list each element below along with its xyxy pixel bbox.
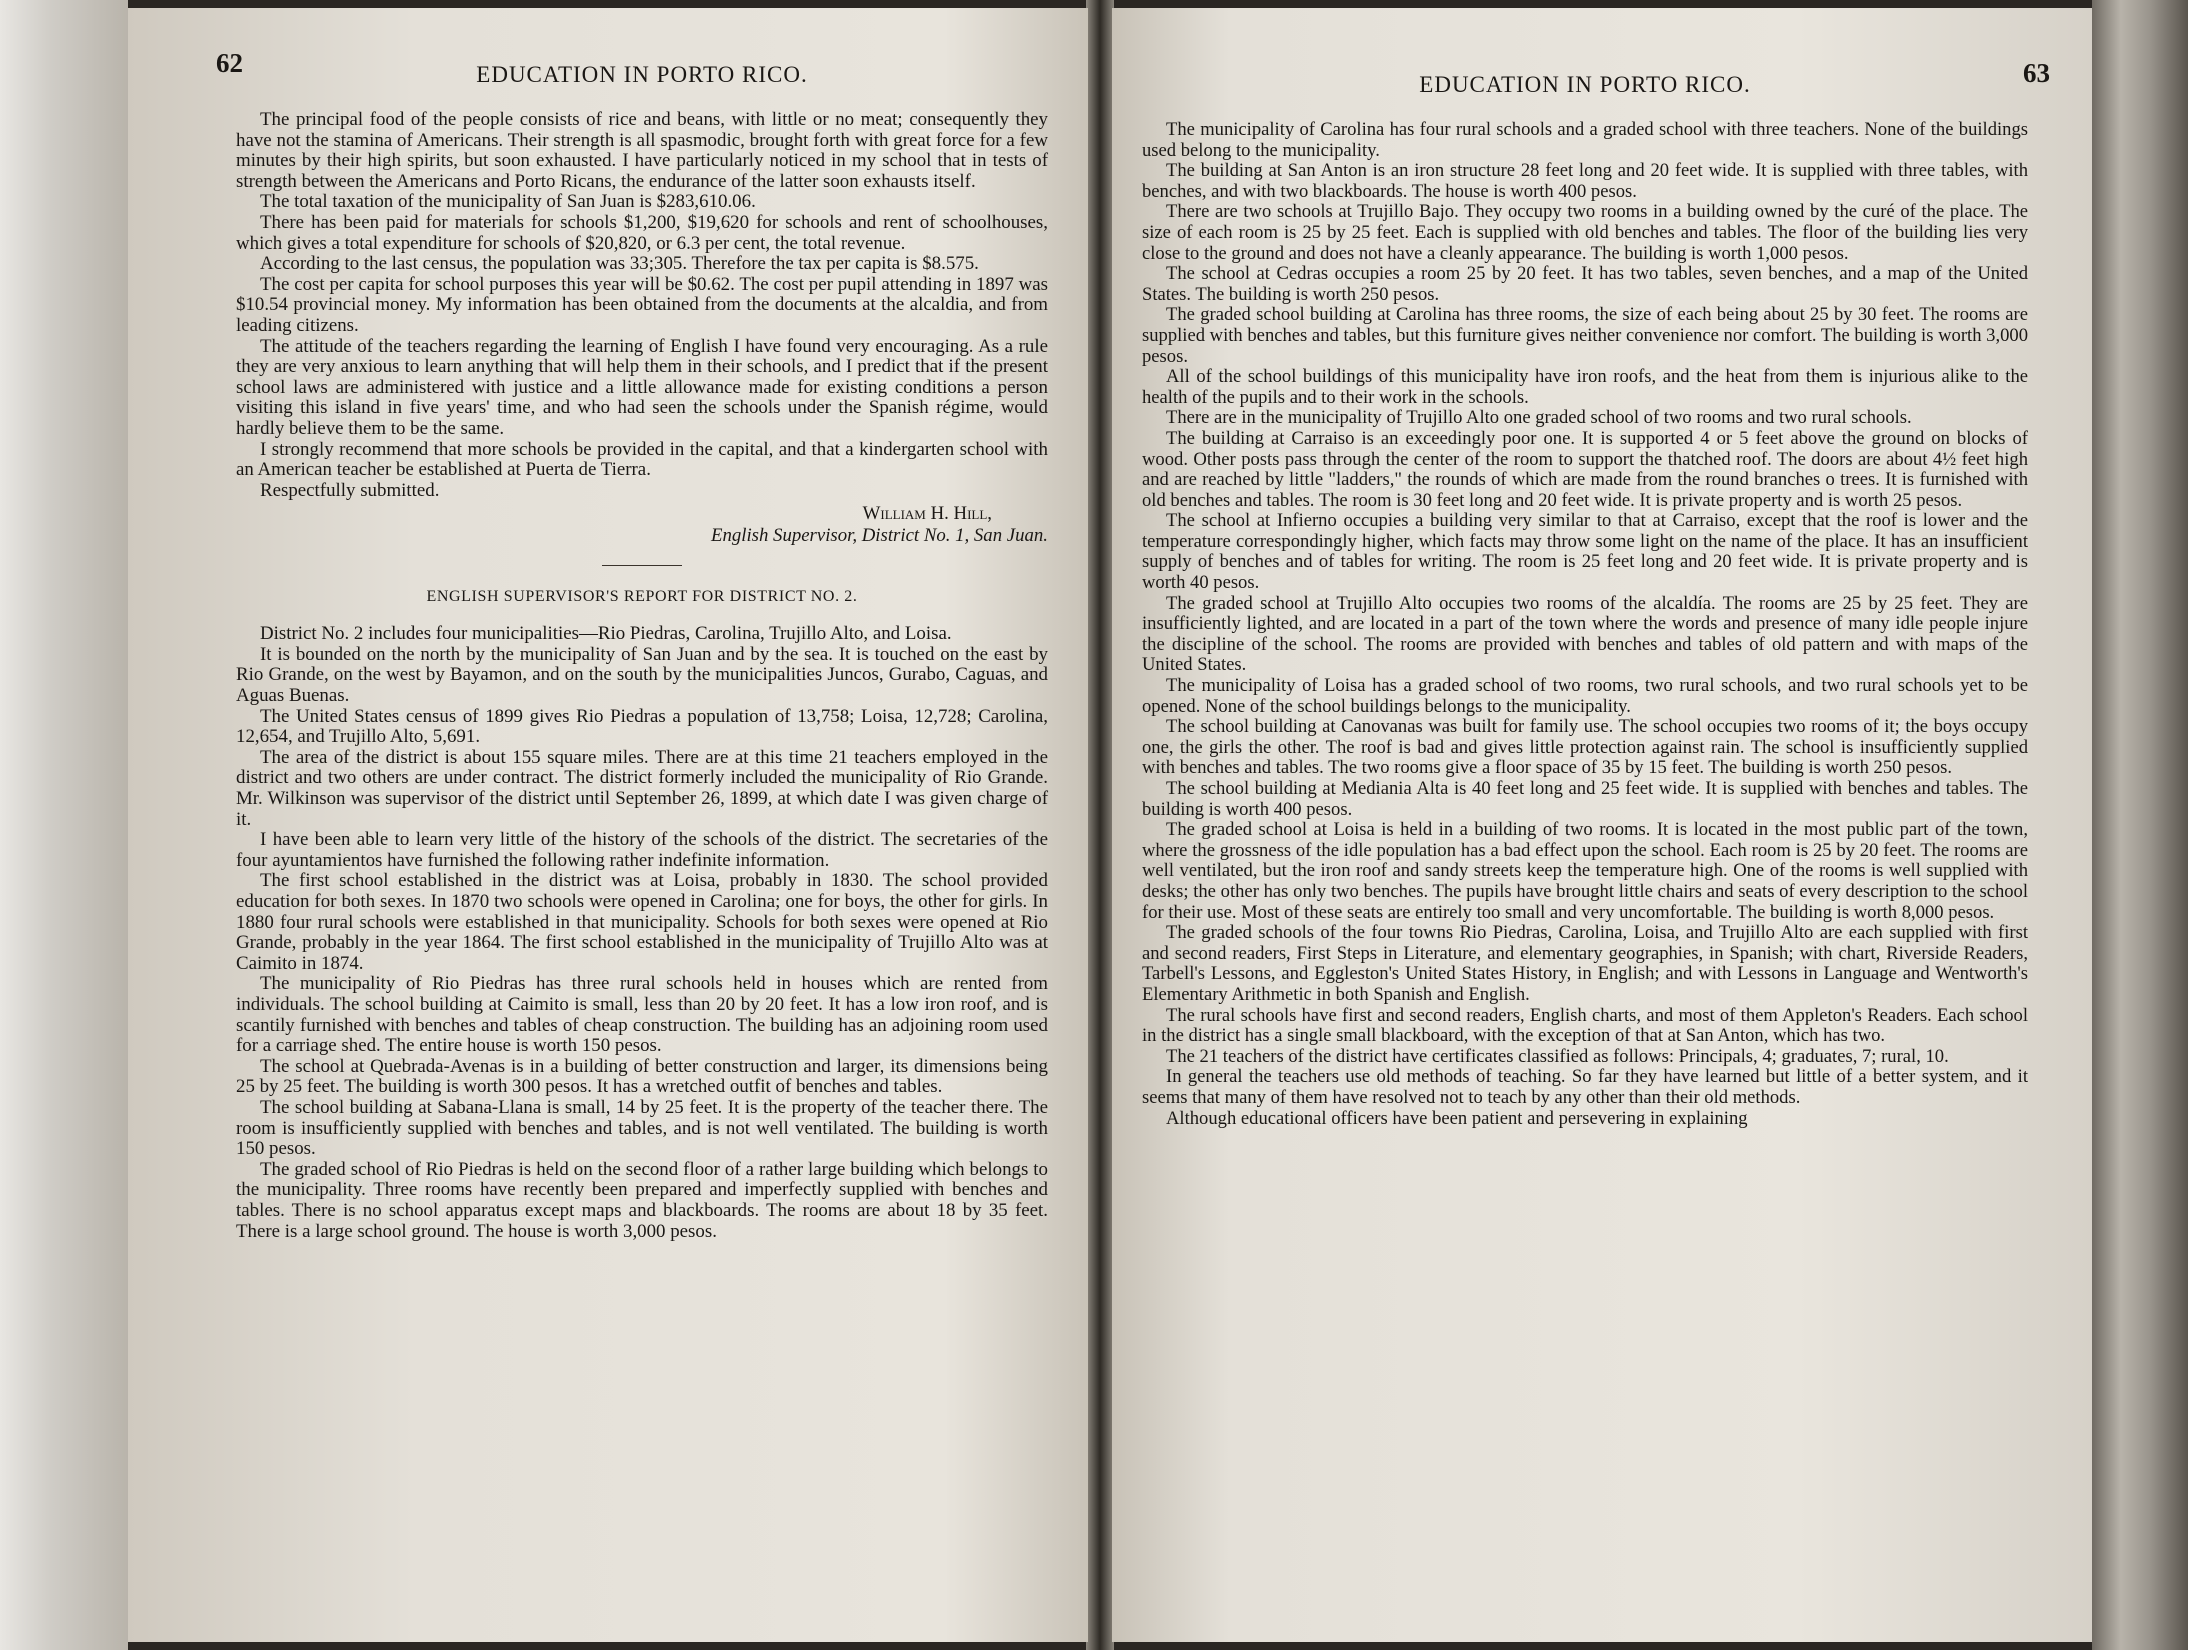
paragraph: The building at Carraiso is an exceedingly poor one. It is supported 4 or 5 feet above the ground on blocks of wood. Other posts pass through the center of the room to support the thatched roof. The doors are about 4½ feet high and are reached by little "ladders," the rounds of which are made from the round branches o trees. It is furnished with old benches and tables. The room is 30 feet long and 20 feet wide. It is private property and is worth 25 pesos. bbox=[1142, 427, 2028, 511]
paragraph: There are in the municipality of Trujillo Alto one graded school of two rooms and two rural schools. bbox=[1166, 407, 1912, 429]
paragraph: The graded school at Trujillo Alto occupies two rooms of the alcaldía. The rooms are 25 by 25 feet. They are insufficiently lighted, and are located in a part of the town where the words and presence of many idle people injure the discipline of the school. The rooms are provided with benches and tables of old pattern and with maps of the United States. bbox=[1142, 592, 2028, 676]
paragraph: I strongly recommend that more schools be provided in the capital, and that a kindergarten school with an American teacher be established at Puerta de Tierra. bbox=[236, 438, 1048, 481]
left-page-number: 62 bbox=[216, 48, 243, 78]
paragraph: According to the last census, the population was 33;305. Therefore the tax per capita is $8.575. bbox=[260, 253, 979, 275]
paragraph: The graded school of Rio Piedras is held on the second floor of a rather large building which belongs to the municipality. Three rooms have recently been prepared and imperfectly supplied with benches and tables. There is no school apparatus except maps and blackboards. The rooms are about 18 by 35 feet. There is a large school ground. The house is worth 3,000 pesos. bbox=[236, 1158, 1048, 1242]
paragraph: The school at Infierno occupies a building very similar to that at Carraiso, except that the roof is lower and the temperature correspondingly higher, which facts may throw some light on the name of the place. It has an insufficient supply of benches and of tables for writing. The room is 25 feet long and 20 feet wide. It is private property and is worth 40 pesos. bbox=[1142, 510, 2028, 594]
paragraph: Although educational officers have been patient and persevering in explaining bbox=[1166, 1107, 1748, 1129]
signature-block bbox=[236, 503, 1048, 547]
right-page-number: 63 bbox=[2023, 58, 2050, 88]
right-page-edges bbox=[2092, 0, 2188, 1650]
paragraph: There has been paid for materials for schools $1,200, $19,620 for schools and rent of schoolhouses, which gives a total expenditure for schools of $20,820, or 6.3 per cent, the total revenue. bbox=[236, 211, 1048, 254]
left-top-text bbox=[236, 110, 1048, 501]
left-page-edges bbox=[0, 0, 128, 1650]
section-divider bbox=[602, 565, 682, 566]
paragraph: The graded school at Loisa is held in a building of two rooms. It is located in the most public part of the town, where the grossness of the idle population has a bad effect upon the school. Each room is 25 by 20 feet. The rooms are well ventilated, but the iron roof and sandy streets keep the temperature high. One of the rooms is well supplied with desks; the other has only two benches. The pupils have brought little chairs and seats of every description to the school for their use. Most of these seats are entirely too small and very uncomfortable. The building is worth 8,000 pesos. bbox=[1142, 819, 2028, 923]
paragraph: The municipality of Carolina has four rural schools and a graded school with three teachers. None of the buildings used belong to the municipality. bbox=[1142, 119, 2028, 161]
left-bottom-text bbox=[236, 624, 1048, 1242]
paragraph: The building at San Anton is an iron structure 28 feet long and 20 feet wide. It is supplied with three tables, with benches, and with two blackboards. The house is worth 400 pesos. bbox=[1142, 160, 2028, 202]
paragraph: The 21 teachers of the district have certificates classified as follows: Principals, 4; graduates, 7; rural, 10. bbox=[1166, 1045, 1949, 1067]
left-running-title: EDUCATION IN PORTO RICO. bbox=[476, 62, 808, 87]
paragraph: In general the teachers use old methods of teaching. So far they have learned but little of a better system, and it seems that many of them have resolved not to teach by any other than their old methods. bbox=[1142, 1066, 2028, 1108]
paragraph: The school at Quebrada-Avenas is in a building of better construction and larger, its dimensions being 25 by 25 feet. The building is worth 300 pesos. It has a wretched outfit of benches and tables. bbox=[236, 1055, 1048, 1098]
paragraph: The principal food of the people consists of rice and beans, with little or no meat; consequently they have not the stamina of Americans. Their strength is all spasmodic, brought forth with great force for a few minutes by their high spirits, but soon exhausted. I have particularly noticed in my school that in tests of strength between the Americans and Porto Ricans, the endurance of the latter soon exhausts itself. bbox=[236, 109, 1048, 192]
paragraph: The area of the district is about 155 square miles. There are at this time 21 teachers employed in the district and two others are under contract. The district formerly included the municipality of Rio Grande. Mr. Wilkinson was supervisor of the district until September 26, 1899, at which date I was given charge of it. bbox=[236, 746, 1048, 830]
paragraph: The school building at Mediania Alta is 40 feet long and 25 feet wide. It is supplied with benches and tables. The building is worth 400 pesos. bbox=[1142, 778, 2028, 820]
paragraph: The rural schools have first and second readers, English charts, and most of them Appleton's Readers. Each school in the district has a single small blackboard, with the exception of that at San Anton, which has two. bbox=[1142, 1004, 2028, 1047]
paragraph: The graded school building at Carolina has three rooms, the size of each being about 25 by 30 feet. The rooms are supplied with benches and tables, but this furniture gives neither convenience nor comfort. The building is worth 3,000 pesos. bbox=[1142, 304, 2028, 367]
paragraph: The United States census of 1899 gives Rio Piedras a population of 13,758; Loisa, 12,728; Carolina, 12,654, and Trujillo Alto, 5,691. bbox=[236, 705, 1048, 748]
right-running-head bbox=[1142, 58, 2050, 102]
left-page bbox=[128, 8, 1088, 1642]
book-gutter bbox=[1086, 0, 1114, 1650]
paragraph: It is bounded on the north by the municipality of San Juan and by the sea. It is touched on the east by Rio Grande, on the west by Bayamon, and on the south by the municipalities Juncos, Gurabo, Caguas, and Aguas Buenas. bbox=[236, 643, 1048, 707]
right-running-title: EDUCATION IN PORTO RICO. bbox=[1419, 72, 1751, 97]
paragraph: The first school established in the district was at Loisa, probably in 1830. The school provided education for both sexes. In 1870 two schools were opened in Carolina; one for boys, the other for girls. In 1880 four rural schools were established in that municipality. Schools for both sexes were opened at Rio Grande, probably in the year 1864. The first school established in the municipality of Trujillo Alto was at Caimito in 1874. bbox=[236, 870, 1048, 974]
right-text bbox=[1142, 120, 2028, 1129]
left-running-head bbox=[216, 48, 1048, 92]
paragraph: The cost per capita for school purposes this year will be $0.62. The cost per pupil attending in 1897 was $10.54 provincial money. My information has been obtained from the documents at the alcaldia, and from leading citizens. bbox=[236, 273, 1048, 336]
paragraph: All of the school buildings of this municipality have iron roofs, and the heat from them is injurious alike to the health of the pupils and to their work in the schools. bbox=[1142, 366, 2028, 408]
paragraph: The municipality of Loisa has a graded school of two rooms, two rural schools, and two rural schools yet to be opened. None of the school buildings belongs to the municipality. bbox=[1142, 675, 2028, 717]
paragraph: The school building at Sabana-Llana is small, 14 by 25 feet. It is the property of the teacher there. The room is insufficiently supplied with benches and tables, and is not well ventilated. The building is worth 150 pesos. bbox=[236, 1096, 1048, 1160]
paragraph: District No. 2 includes four municipalities—Rio Piedras, Carolina, Trujillo Alto, and Loisa. bbox=[260, 623, 952, 645]
signature-title: English Supervisor, District No. 1, San Juan. bbox=[710, 525, 1048, 547]
paragraph: The graded schools of the four towns Rio Piedras, Carolina, Loisa, and Trujillo Alto are each supplied with first and second readers, First Steps in Literature, and elementary geographies, in Spanish; with chart, Riverside Readers, Tarbell's Lessons, and Eggleston's United States History, in English; and with Lessons in Language and Wentworth's Elementary Arithmetic in both Spanish and English. bbox=[1142, 922, 2028, 1005]
signature-name: William H. Hill, bbox=[862, 503, 992, 525]
paragraph: The total taxation of the municipality of San Juan is $283,610.06. bbox=[260, 191, 756, 213]
right-page bbox=[1112, 8, 2092, 1642]
paragraph: I have been able to learn very little of the history of the schools of the district. The secretaries of the four ayuntamientos have furnished the following rather indefinite information. bbox=[236, 829, 1048, 871]
paragraph: There are two schools at Trujillo Bajo. They occupy two rooms in a building owned by the curé of the place. The size of each room is 25 by 25 feet. Each is supplied with old benches and tables. The floor of the building lies very close to the ground and does not have a cleanly appearance. The building is worth 1,000 pesos. bbox=[1142, 201, 2028, 264]
paragraph: The attitude of the teachers regarding the learning of English I have found very encouraging. As a rule they are very anxious to learn anything that will help them in their schools, and I predict that if the present school laws are administered with justice and a little allowance made for existing conditions a person visiting this island in five years' time, and who had seen the schools under the Spanish régime, would hardly believe them to be the same. bbox=[236, 335, 1048, 439]
paragraph: The school building at Canovanas was built for family use. The school occupies two rooms of it; the boys occupy one, the girls the other. The roof is bad and gives little protection against rain. The school is insufficiently supplied with benches and tables. The two rooms give a floor space of 35 by 15 feet. The building is worth 250 pesos. bbox=[1142, 716, 2028, 779]
paragraph: The school at Cedras occupies a room 25 by 20 feet. It has two tables, seven benches, and a map of the United States. The building is worth 250 pesos. bbox=[1142, 263, 2028, 305]
section-title: ENGLISH SUPERVISOR'S REPORT FOR DISTRICT NO. 2. bbox=[426, 588, 858, 606]
paragraph: Respectfully submitted. bbox=[260, 479, 440, 501]
paragraph: The municipality of Rio Piedras has three rural schools held in houses which are rented from individuals. The school building at Caimito is small, less than 20 by 20 feet. It has a low iron roof, and is scantily furnished with benches and tables of cheap construction. The building has an adjoining room used for a carriage shed. The entire house is worth 150 pesos. bbox=[236, 973, 1048, 1057]
